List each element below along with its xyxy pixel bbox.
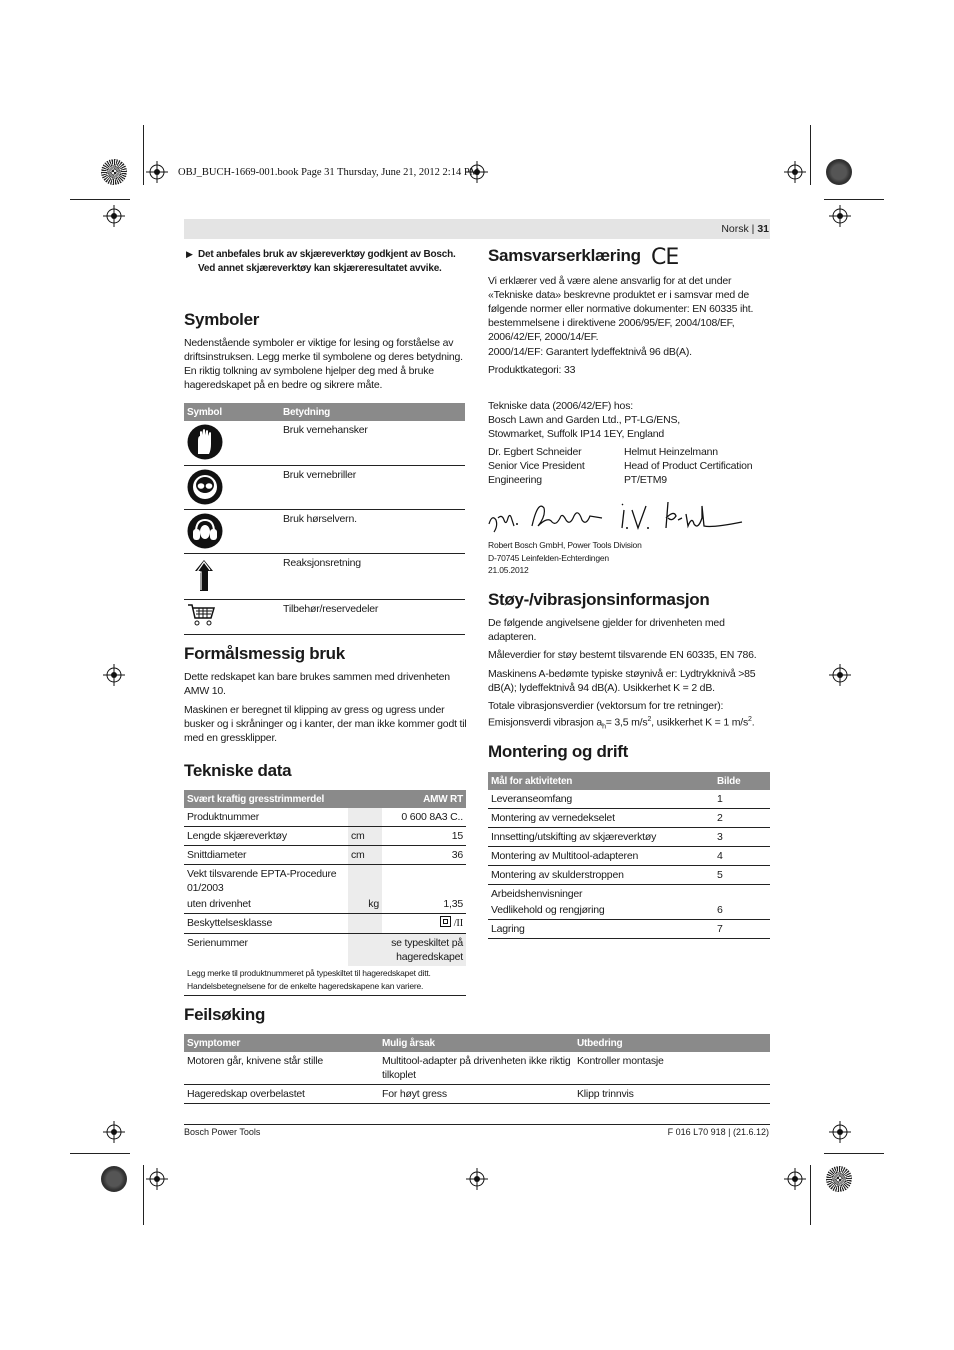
conformity-p3: Produktkategori: 33 <box>488 364 576 376</box>
table-row <box>184 914 466 934</box>
table-row <box>488 901 770 920</box>
tech-value: 15 <box>382 827 466 846</box>
assembly-heading: Montering og drift <box>488 742 629 761</box>
crop-mark <box>143 125 144 185</box>
symbols-col-symbol: Symbol <box>184 403 280 421</box>
table-row <box>184 827 466 846</box>
crop-mark <box>70 199 130 200</box>
signatory-right <box>624 445 770 487</box>
table-row <box>488 828 770 847</box>
symbol-meaning: Bruk vernehansker <box>280 421 465 465</box>
trouble-col-symptoms: Symptomer <box>184 1034 379 1052</box>
trouble-symptom: Motoren går, knivene står stille <box>184 1052 379 1085</box>
table-row <box>184 895 466 914</box>
intended-use-heading: Formålsmessig bruk <box>184 644 345 663</box>
protection-class-square-icon <box>440 916 451 927</box>
noise-p4: Totale vibrasjonsverdier (vektorsum for tre retninger): Emisjonsverdi vibrasjon $a_h= 3,5$ $m/s^2$, usikkerhet K = 1 $m/s^2$. <box>488 700 755 731</box>
assembly-figure: 4 <box>714 847 770 866</box>
tech-unit <box>348 808 382 827</box>
trouble-remedy: Kontroller montasje <box>574 1052 770 1085</box>
trouble-col-cause: Mulig årsak <box>379 1034 574 1052</box>
registration-mark-icon <box>103 205 125 227</box>
trouble-cause: For høyt gress <box>379 1085 574 1104</box>
noise-p1: De følgende angivelsene gjelder for drivenheten med adapteren. <box>488 617 725 643</box>
crop-mark <box>810 1165 811 1225</box>
conformity-p6: Stowmarket, Suffolk IP14 1EY, England <box>488 428 665 440</box>
troubleshooting-table <box>184 1034 770 1104</box>
color-rosette-icon <box>101 159 127 185</box>
header-separator: | <box>751 223 755 235</box>
tech-value: /II <box>453 918 463 929</box>
table-row <box>488 790 770 809</box>
registration-mark-icon <box>146 1168 168 1190</box>
assembly-figure: 7 <box>714 920 770 939</box>
tech-value: 1,35 <box>382 895 466 914</box>
registration-mark-icon <box>829 1121 851 1143</box>
tech-value: 0 600 8A3 C.. <box>382 808 466 827</box>
table-row <box>184 421 465 465</box>
crop-mark <box>824 1153 884 1154</box>
table-row <box>184 509 465 553</box>
registration-mark-icon <box>103 664 125 686</box>
page-header <box>721 223 769 235</box>
tech-label: uten drivenhet <box>184 895 348 914</box>
assembly-goal: Montering av vernedekselet <box>488 809 714 828</box>
tech-label: Lengde skjæreverktøy <box>184 827 348 846</box>
goggles-icon <box>187 469 223 505</box>
signatory-title: Senior Vice President <box>488 460 585 472</box>
signatory-dept: Engineering <box>488 474 542 486</box>
tech-value: se typeskiltet på hageredskapet <box>348 934 466 967</box>
noise-p2: Måleverdier for støy bestemt tilsvarende EN 60335, EN 786. <box>488 649 757 661</box>
symbol-meaning: Bruk vernebriller <box>280 465 465 509</box>
ce-mark-icon: CE <box>651 245 679 270</box>
crop-mark <box>143 1165 144 1225</box>
table-row <box>184 1052 770 1085</box>
trouble-col-remedy: Utbedring <box>574 1034 770 1052</box>
symbol-meaning: Bruk hørselvern. <box>280 509 465 553</box>
assembly-goal: Leveranseomfang <box>488 790 714 809</box>
color-rosette-icon <box>826 159 852 185</box>
intended-use-p1: Dette redskapet kan bare brukes sammen med drivenheten AMW 10. <box>184 671 450 697</box>
assembly-figure: 2 <box>714 809 770 828</box>
conformity-heading: Samsvarserklæring <box>488 246 641 265</box>
noise-heading: Støy-/vibrasjonsinformasjon <box>488 590 710 609</box>
registration-mark-icon <box>784 1168 806 1190</box>
table-row <box>184 599 465 634</box>
tech-data-heading: Tekniske data <box>184 761 292 780</box>
conformity-p2: 2000/14/EF: Garantert lydeffektnivå 96 dB(A). <box>488 346 692 358</box>
table-row <box>184 1085 770 1104</box>
table-row <box>488 920 770 939</box>
assembly-goal: Arbeidshenvisninger <box>491 888 583 900</box>
registration-mark-icon <box>829 205 851 227</box>
trouble-cause: Multitool-adapter på drivenheten ikke riktig tilkoplet <box>379 1052 574 1085</box>
troubleshooting-heading: Feilsøking <box>184 1005 266 1024</box>
registration-mark-icon <box>103 1121 125 1143</box>
footer-brand: Bosch Power Tools <box>184 1127 261 1137</box>
declaration-date: 21.05.2012 <box>488 565 529 575</box>
table-row <box>184 808 466 827</box>
signatory-name: Helmut Heinzelmann <box>624 446 718 458</box>
tech-col-product: Svært kraftig gresstrimmerdel <box>184 790 382 808</box>
table-row <box>184 846 466 865</box>
signatory-left <box>488 445 624 487</box>
footer-doc-number: F 016 L70 918 | (21.6.12) <box>667 1127 769 1137</box>
tech-unit: cm <box>348 827 382 846</box>
signatory-name: Dr. Egbert Schneider <box>488 446 582 458</box>
registration-mark-icon <box>466 1168 488 1190</box>
assembly-goal: Innsetting/utskifting av skjæreverktøy <box>488 828 714 847</box>
assembly-col-goal: Mål for aktiviteten <box>488 772 714 790</box>
conformity-p5: Bosch Lawn and Garden Ltd., PT-LG/ENS, <box>488 414 681 426</box>
symbols-table <box>184 403 465 635</box>
tech-label: Vekt tilsvarende EPTA-Procedure 01/2003 <box>187 868 337 894</box>
tech-label: Beskyttelsesklasse <box>184 914 348 934</box>
table-row <box>184 934 466 967</box>
assembly-table <box>488 772 770 939</box>
assembly-goal: Montering av skulderstroppen <box>488 866 714 885</box>
page-number: 31 <box>757 223 769 235</box>
assembly-figure <box>714 885 770 902</box>
conformity-p1: Vi erklærer ved å være alene ansvarlig for at det under «Tekniske data» beskrevne produktet er i samsvar med de følgende normer eller normative dokumenter: EN 60335 iht. bestemmelsene i direktivene 2006/95/EF, 2004/108/EF, 2006/42/EF, 2000/14/EF. <box>488 275 754 343</box>
intended-use-p2: Maskinen er beregnet til klipping av gress og ugress under busker og i skråninger og i kanter, der man ikke kommer godt til med en gressklipper. <box>184 704 467 744</box>
table-row <box>488 809 770 828</box>
footer-rule <box>184 1124 770 1125</box>
table-row <box>488 866 770 885</box>
company-block <box>488 539 770 577</box>
noise-p3: Maskinens A-bedømte typiske støynivå er: Lydtrykknivå >85 dB(A); lydeffektnivå 94 dB(A). Usikkerhet K = 2 dB. <box>488 668 756 694</box>
table-row <box>184 865 466 896</box>
bullet-triangle-icon: ▶ <box>186 249 193 259</box>
tech-col-model: AMW RT <box>382 790 466 808</box>
trouble-symptom: Hageredskap overbelastet <box>184 1085 379 1104</box>
crop-mark <box>824 199 884 200</box>
ear-protection-icon <box>187 513 223 549</box>
tech-unit: cm <box>348 846 382 865</box>
tech-unit: kg <box>348 895 382 914</box>
signatory-dept: PT/ETM9 <box>624 474 667 486</box>
reaction-arrow-icon <box>187 557 223 593</box>
gloves-icon <box>187 424 223 460</box>
tech-data-table <box>184 790 466 996</box>
tech-value: 36 <box>382 846 466 865</box>
symbols-col-meaning: Betydning <box>280 403 465 421</box>
registration-mark-icon <box>146 161 168 183</box>
assembly-goal: Montering av Multitool-adapteren <box>488 847 714 866</box>
table-row <box>488 847 770 866</box>
assembly-goal: Lagring <box>488 920 714 939</box>
table-row <box>488 885 770 902</box>
shopping-cart-icon <box>187 602 217 628</box>
intro-bullet <box>186 248 466 275</box>
signatory-title: Head of Product Certification <box>624 460 753 472</box>
crop-mark <box>810 125 811 185</box>
symbols-intro: Nedenstående symboler er viktige for lesing og forståelse av driftsinstruksen. Legg merke til symbolene og deres betydning. En riktig tolkning av symbolene hjelper deg med å bruke hageredskapet på en bedre og sikrere måte. <box>184 337 463 391</box>
signature-right-image <box>616 496 746 538</box>
company-address: D-70745 Leinfelden-Echterdingen <box>488 552 609 563</box>
tech-label: Serienummer <box>187 937 248 949</box>
trouble-remedy: Klipp trinnvis <box>574 1085 770 1104</box>
registration-mark-icon <box>829 664 851 686</box>
color-rosette-icon <box>826 1166 852 1192</box>
tech-label: Snittdiameter <box>184 846 348 865</box>
signature-left-image <box>486 496 606 538</box>
crop-mark <box>70 1153 130 1154</box>
assembly-col-figure: Bilde <box>714 772 770 790</box>
symbol-meaning: Reaksjonsretning <box>280 553 465 599</box>
assembly-figure: 6 <box>714 901 770 920</box>
registration-mark-icon <box>784 161 806 183</box>
assembly-figure: 1 <box>714 790 770 809</box>
table-row <box>184 553 465 599</box>
symbols-heading: Symboler <box>184 310 260 329</box>
conformity-p4: Tekniske data (2006/42/EF) hos: <box>488 400 633 412</box>
assembly-goal: Vedlikehold og rengjøring <box>488 901 714 920</box>
intro-bullet-text: Det anbefales bruk av skjæreverktøy godkjent av Bosch. Ved annet skjæreverktøy kan skjæreresultatet avvike. <box>198 249 456 274</box>
header-language: Norsk <box>721 223 749 235</box>
tech-label: Produktnummer <box>184 808 348 827</box>
color-rosette-icon <box>101 1166 127 1192</box>
symbol-meaning: Tilbehør/reservedeler <box>280 599 465 634</box>
table-row <box>184 465 465 509</box>
header-bar <box>184 219 770 239</box>
assembly-figure: 5 <box>714 866 770 885</box>
company-name: Robert Bosch GmbH, Power Tools Division <box>488 540 642 550</box>
tech-footnote: Legg merke til produktnummeret på typeskiltet til hageredskapet ditt. Handelsbetegnelsene for de enkelte hageredskapene kan variere. <box>184 966 466 996</box>
print-slug: OBJ_BUCH-1669-001.book Page 31 Thursday, June 21, 2012 2:14 PM <box>178 167 479 178</box>
assembly-figure: 3 <box>714 828 770 847</box>
